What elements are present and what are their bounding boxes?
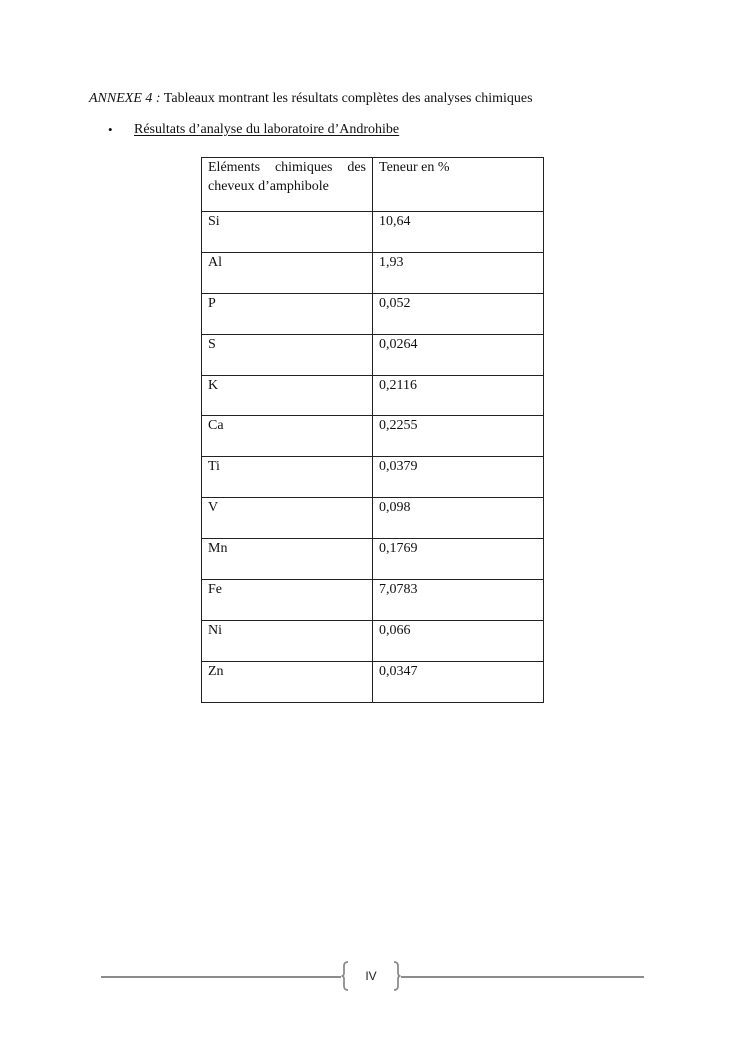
table-row xyxy=(202,252,544,293)
table-row xyxy=(202,416,544,457)
element-symbol-cell: V xyxy=(202,498,373,539)
element-symbol-cell: Mn xyxy=(202,539,373,580)
element-content-cell: 1,93 xyxy=(373,252,544,293)
element-symbol-cell: Fe xyxy=(202,580,373,621)
element-symbol-cell: Al xyxy=(202,252,373,293)
element-content-cell: 10,64 xyxy=(373,212,544,253)
element-content-cell: 0,0347 xyxy=(373,661,544,702)
bullet-text: Résultats d’analyse du laboratoire d’Androhibe xyxy=(134,122,400,137)
results-table xyxy=(201,157,544,703)
element-content-cell: 0,0379 xyxy=(373,457,544,498)
right-brace-icon xyxy=(393,961,401,991)
element-content-cell: 0,2116 xyxy=(373,375,544,416)
element-symbol-cell: Ni xyxy=(202,620,373,661)
bullet-icon: • xyxy=(108,122,113,137)
column-header-content: Teneur en % xyxy=(373,158,544,212)
element-content-cell: 0,066 xyxy=(373,620,544,661)
element-content-cell: 0,2255 xyxy=(373,416,544,457)
table-row xyxy=(202,334,544,375)
table-header-row xyxy=(202,158,544,212)
table-row xyxy=(202,375,544,416)
footer-rule-left xyxy=(101,976,341,978)
table-row xyxy=(202,539,544,580)
left-brace-icon xyxy=(341,961,349,991)
element-content-cell: 0,1769 xyxy=(373,539,544,580)
footer-rule-right xyxy=(401,976,644,978)
element-symbol-cell: Zn xyxy=(202,661,373,702)
annex-title: Tableaux montrant les résultats complètes des analyses chimiques xyxy=(160,91,533,106)
element-symbol-cell: S xyxy=(202,334,373,375)
table-row xyxy=(202,580,544,621)
results-table-body xyxy=(202,158,544,703)
table-row xyxy=(202,620,544,661)
element-symbol-cell: Ca xyxy=(202,416,373,457)
element-symbol-cell: P xyxy=(202,293,373,334)
column-header-elements: Eléments chimiques des cheveux d’amphibole xyxy=(202,158,373,212)
element-content-cell: 0,0264 xyxy=(373,334,544,375)
element-content-cell: 0,052 xyxy=(373,293,544,334)
element-content-cell: 7,0783 xyxy=(373,580,544,621)
table-row xyxy=(202,212,544,253)
annex-heading xyxy=(89,90,533,107)
table-row xyxy=(202,293,544,334)
element-symbol-cell: Si xyxy=(202,212,373,253)
element-symbol-cell: Ti xyxy=(202,457,373,498)
annex-label: ANNEXE 4 : xyxy=(89,91,161,106)
table-row xyxy=(202,661,544,702)
page-number: IV xyxy=(365,969,377,983)
table-row xyxy=(202,498,544,539)
table-row xyxy=(202,457,544,498)
element-content-cell: 0,098 xyxy=(373,498,544,539)
element-symbol-cell: K xyxy=(202,375,373,416)
